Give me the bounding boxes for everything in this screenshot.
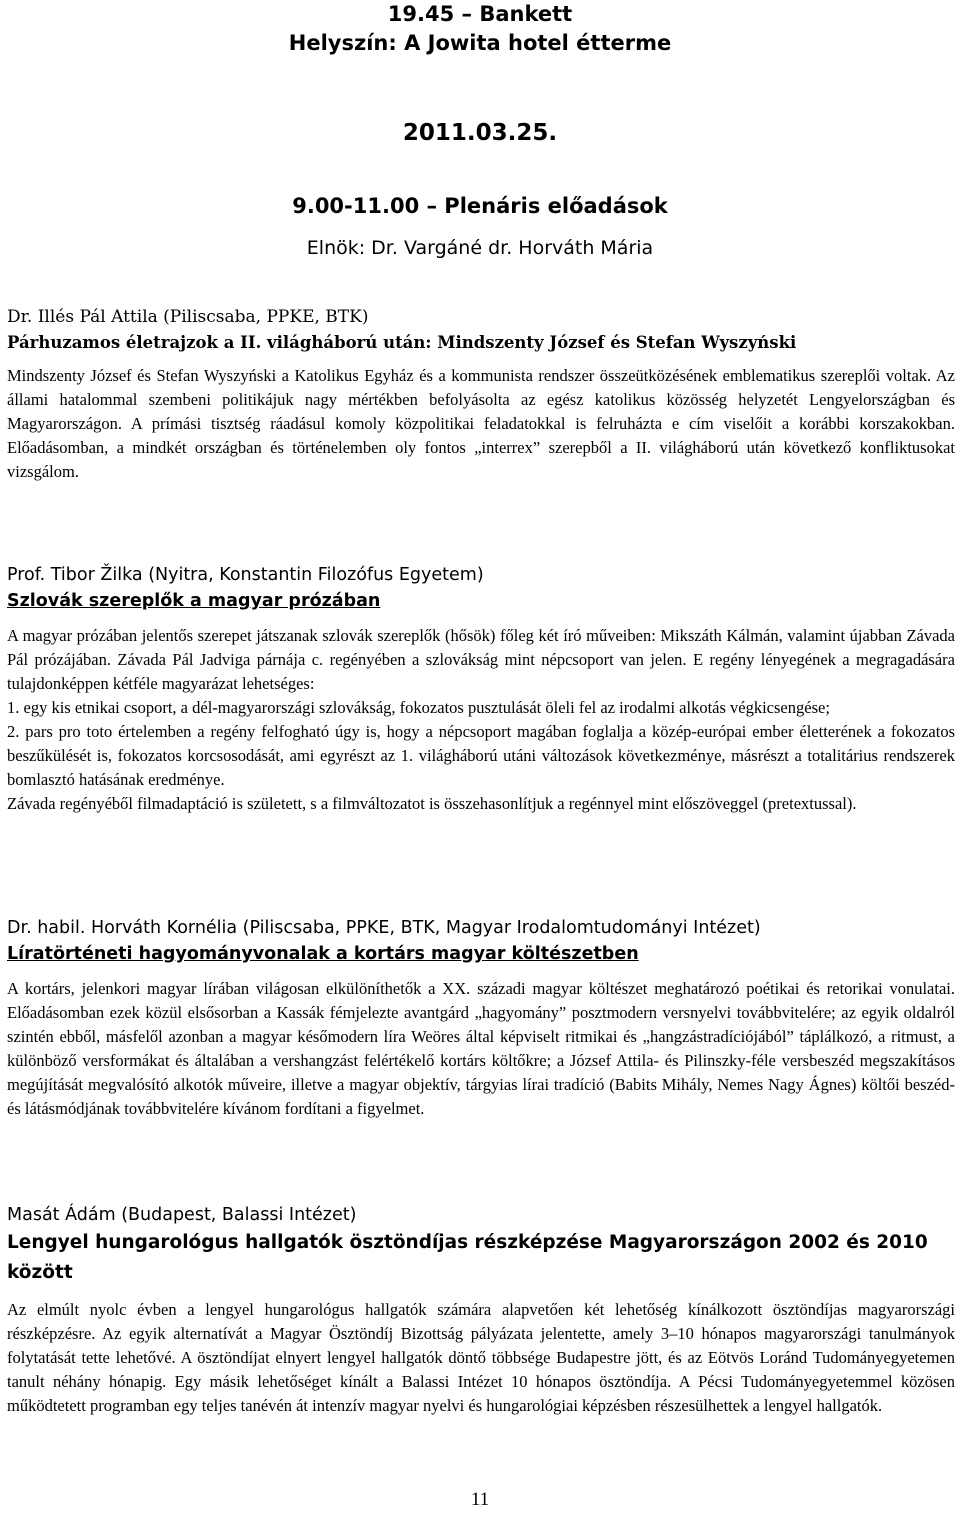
- banquet-time: 19.45 – Bankett: [387, 2, 573, 26]
- abstract: Mindszenty József és Stefan Wyszyński a Katolikus Egyház és a kommunista rendszer összeütközésének emblematikus szereplői voltak. Az állami hatalommal szembeni politikájuk nagy mértékben befolyásolta az egész katolikus közösség helyzetét Lengyelországban és Magyarországon. A prímási tisztség ráadásul komoly közpolitikai feladatokkal is felruházta e cím viselőit a korábbi korszakokban. Előadásomban, a mindkét országban és történelemben oly fontos „interrex” szerepből a II. világháború után következő konfliktusokat vizsgálom.: [7, 366, 955, 481]
- page-number: 11: [470, 1489, 490, 1510]
- talk-illes: [7, 304, 955, 484]
- speaker: Dr. habil. Horváth Kornélia (Piliscsaba, PPKE, BTK, Magyar Irodalomtudományi Intézet): [7, 918, 761, 938]
- session-title: 9.00-11.00 – Plenáris előadások: [292, 194, 668, 218]
- day-date: 2011.03.25.: [402, 120, 558, 146]
- abstract-paragraph: 1. egy kis etnikai csoport, a dél-magyarországi szlovákság, fokozatos pusztulását öleli fel az irodalmi alkotás végkicsengése;: [7, 698, 830, 717]
- talk-title: Líratörténeti hagyományvonalak a kortárs magyar költészetben: [7, 944, 639, 964]
- talk-title: Szlovák szereplők a magyar prózában: [7, 591, 381, 611]
- abstract: A kortárs, jelenkori magyar lírában világosan elkülöníthetők a XX. századi magyar költészet meghatározó poétikai és retorikai vonulatai. Előadásomban ezek közül elsősorban a Kassák fémjelezte avantgárd „hagyomány” posztmodern versnyelvi továbbvitelére; az egyik oldalról szintén ebből, másfelől azonban a magyar későmodern líra Weöres által képviselt ritmikai és „hangzástradíciójából” táplálkozó, a ritmust, a különböző versformákat és általában a vershangzást felértékelő kortárs költőkre; a József Attila- és Pilinszky-féle versbeszéd megszakításos megújítását megvalósító alkotók műveire, illetve a magyar objektív, tárgyias lírai tradíció (Babits Mihály, Nemes Nagy Ágnes) költői beszéd- és látásmódjának továbbvitelére kívánom fordítani a figyelmet.: [7, 979, 955, 1118]
- banquet-venue: Helyszín: A Jowita hotel étterme: [288, 31, 672, 55]
- speaker: Dr. Illés Pál Attila (Piliscsaba, PPKE, BTK): [7, 307, 369, 327]
- talk-zilka: [7, 562, 955, 816]
- speaker: Masát Ádám (Budapest, Balassi Intézet): [7, 1205, 357, 1225]
- banquet-header: [0, 0, 960, 58]
- talk-horvath: [7, 915, 955, 1121]
- speaker: Prof. Tibor Žilka (Nyitra, Konstantin Filozófus Egyetem): [7, 565, 484, 585]
- abstract-paragraph: Závada regényéből filmadaptáció is született, s a filmváltozatot is összehasonlítjuk a regénnyel mint előszöveggel (pretextussal).: [7, 794, 857, 813]
- talk-title: Lengyel hungarológus hallgatók ösztöndíjas részképzése Magyarországon 2002 és 2010 között: [7, 1232, 928, 1283]
- talk-title: Párhuzamos életrajzok a II. világháború után: Mindszenty József és Stefan Wyszyński: [7, 333, 797, 352]
- session-chair: Elnök: Dr. Vargáné dr. Horváth Mária: [306, 237, 654, 259]
- talk-masat: [7, 1202, 955, 1418]
- abstract: Az elmúlt nyolc évben a lengyel hungarológus hallgatók számára alapvetően két lehetőség kínálkozott ösztöndíjas magyarországi részképzésre. Az egyik alternatívát a Magyar Ösztöndíj Bizottság pályázata jelentette, amely 3–10 hónapos magyarországi tanulmányok folytatását tette lehetővé. A ösztöndíjat elnyert lengyel hallgatók döntő többsége Budapestre jött, és az Eötvös Loránd Tudományegyetemen tanult néhány hónapig. Egy másik lehetőséget kínált a Balassi Intézet 10 hónapos ösztöndíja. A Pécsi Tudományegyetemmel közösen működtetett programban egy teljes tanévén át intenzív magyar nyelvi és hungarológiai képzésben részesülhettek a lengyel hallgatók.: [7, 1300, 955, 1415]
- abstract-paragraph: 2. pars pro toto értelemben a regény felfogható úgy is, hogy a népcsoport magában foglalja a közép-európai ember életterének a fokozatos beszűkülését is, fokozatos korcsosodását, ami egyrészt az 1. világháború utáni változások következménye, másrészt a totalitárius rendszerek bomlasztó hatásának eredménye.: [7, 722, 955, 789]
- abstract-paragraph: A magyar prózában jelentős szerepet játszanak szlovák szereplők (hősök) főleg két író műveiben: Mikszáth Kálmán, valamint újabban Závada Pál prózájában. Závada Pál Jadviga párnája c. regényében a szlovákság mint népcsoport van jelen. E regény lényegének a megragadására tulajdonképpen kétféle magyarázat lehetséges:: [7, 626, 955, 693]
